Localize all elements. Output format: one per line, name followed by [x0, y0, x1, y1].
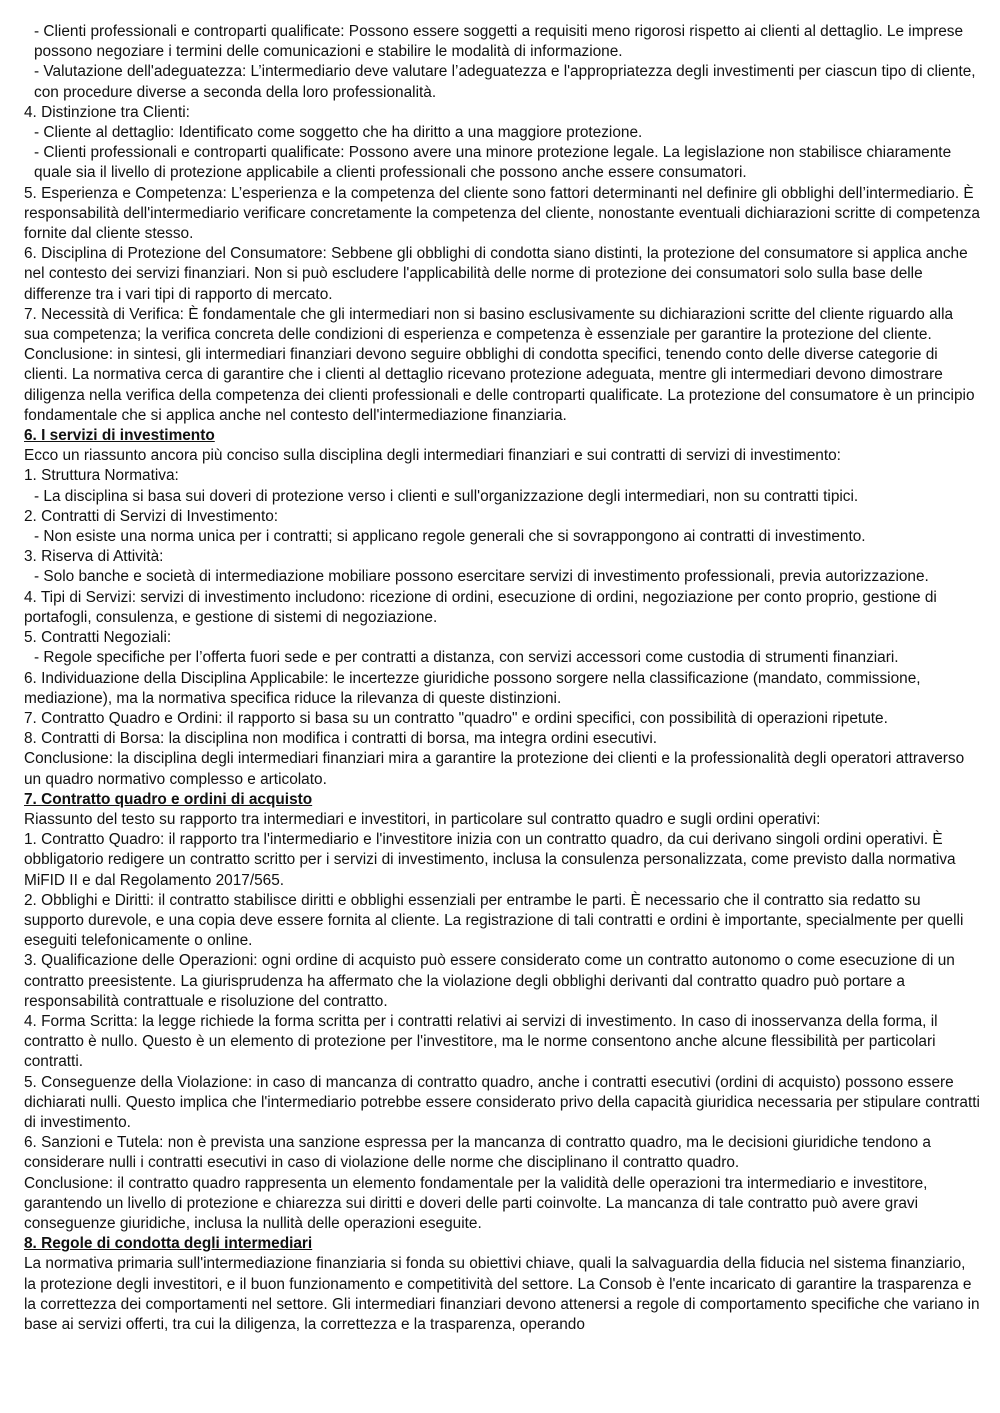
paragraph: 7. Necessità di Verifica: È fondamentale che gli intermediari non si basino esclusivamente su dichiarazioni scritte del cliente riguardo alla sua competenza; la verifica concreta delle condizioni di esperienza e competenza è essenziale per garantire la protezione del cliente. — [24, 305, 954, 344]
paragraph: 7. Contratto Quadro e Ordini: il rapporto si basa su un contratto "quadro" e ordini specifici, con possibilità di operazioni ripetute. — [24, 709, 888, 727]
paragraph: 4. Distinzione tra Clienti: — [24, 103, 190, 121]
paragraph: 4. Tipi di Servizi: servizi di investimento includono: ricezione di ordini, esecuzione di ordini, negoziazione per conto proprio, gestione di portafogli, consulenza, e gestione di sistemi di negoziazione. — [24, 588, 937, 626]
paragraph: 8. Contratti di Borsa: la disciplina non modifica i contratti di borsa, ma integra ordini esecutivi. — [24, 730, 658, 748]
section-heading: 8. Regole di condotta degli intermediari — [24, 1235, 313, 1253]
bullet-paragraph: - Valutazione dell'adeguatezza: L’intermediario deve valutare l’adeguatezza e l'appropriatezza degli investimenti per ciascun tipo di cliente, con procedure diverse a seconda della loro professionalità. — [34, 63, 976, 101]
paragraph: 3. Qualificazione delle Operazioni: ogni ordine di acquisto può essere considerato come un contratto autonomo o come esecuzione di un contratto preesistente. La giurisprudenza ha affermato che la violazione degli obblighi derivanti dal contratto quadro può portare a responsabilità contrattuale e risoluzione del contratto. — [24, 952, 955, 1010]
paragraph: 2. Contratti di Servizi di Investimento: — [24, 507, 279, 525]
paragraph: 3. Riserva di Attività: — [24, 548, 164, 566]
section-heading: 7. Contratto quadro e ordini di acquisto — [24, 790, 313, 808]
bullet-paragraph: - Clienti professionali e controparti qualificate: Possono essere soggetti a requisiti meno rigorosi rispetto ai clienti al dettaglio. Le imprese possono negoziare i termini delle comunicazioni e stabilire le modalità di informazione. — [34, 23, 964, 61]
bullet-paragraph: - Non esiste una norma unica per i contratti; si applicano regole generali che si sovrappongono ai contratti di investimento. — [34, 528, 866, 546]
section-heading: 6. I servizi di investimento — [24, 427, 215, 445]
paragraph: 5. Contratti Negoziali: — [24, 629, 172, 647]
paragraph: 1. Contratto Quadro: il rapporto tra l'intermediario e l'investitore inizia con un contratto quadro, da cui derivano singoli ordini operativi. È obbligatorio redigere un contratto scritto per i servizi di investimento, inclusa la consulenza personalizzata, come previsto dalla normativa MiFID II e dal Regolamento 2017/565. — [24, 831, 956, 889]
paragraph: 1. Struttura Normativa: — [24, 467, 179, 485]
bullet-paragraph: - Regole specifiche per l’offerta fuori sede e per contratti a distanza, con servizi accessori come custodia di strumenti finanziari. — [34, 649, 899, 667]
paragraph: 5. Conseguenze della Violazione: in caso di mancanza di contratto quadro, anche i contratti esecutivi (ordini di acquisto) possono essere dichiarati nulli. Questo implica che l'intermediario potrebbe essere considerato privo della capacità giuridica necessaria per stipulare contratti di investimento. — [24, 1073, 980, 1131]
paragraph: 6. Individuazione della Disciplina Applicabile: le incertezze giuridiche possono sorgere nella classificazione (mandato, commissione, mediazione), ma la normativa specifica riduce la rilevanza di queste distinzioni. — [24, 669, 921, 707]
paragraph: 6. Sanzioni e Tutela: non è prevista una sanzione espressa per la mancanza di contratto quadro, ma le decisioni giuridiche tendono a considerare nulli i contratti esecutivi in caso di violazione delle norme che disciplinano il contratto quadro. — [24, 1134, 931, 1172]
paragraph: Riassunto del testo su rapporto tra intermediari e investitori, in particolare sul contratto quadro e sugli ordini operativi: — [24, 810, 821, 828]
paragraph: Conclusione: il contratto quadro rappresenta un elemento fondamentale per la validità delle operazioni tra intermediario e investitore, garantendo un livello di protezione e chiarezza sui diritti e doveri delle parti coinvolte. La mancanza di tale contratto può avere gravi conseguenze giuridiche, inclusa la nullità delle operazioni eseguite. — [24, 1174, 928, 1232]
paragraph: Conclusione: in sintesi, gli intermediari finanziari devono seguire obblighi di condotta specifici, tenendo conto delle diverse categorie di clienti. La normativa cerca di garantire che i clienti al dettaglio ricevano protezione adeguata, mentre gli intermediari devono dimostrare diligenza nella verifica della competenza dei clienti professionali e delle controparti qualificate. La protezione del consumatore è un principio fondamentale che si applica anche nel contesto dell'intermediazione finanziaria. — [24, 346, 975, 424]
paragraph: 6. Disciplina di Protezione del Consumatore: Sebbene gli obblighi di condotta siano distinti, la protezione del consumatore si applica anche nel contesto dei servizi finanziari. Non si può escludere l'applicabilità delle norme di protezione dei consumatori solo sulla base delle differenze tra i vari tipi di rapporto di mercato. — [24, 245, 968, 303]
paragraph: Ecco un riassunto ancora più conciso sulla disciplina degli intermediari finanziari e sui contratti di servizi di investimento: — [24, 447, 841, 465]
paragraph: La normativa primaria sull'intermediazione finanziaria si fonda su obiettivi chiave, quali la salvaguardia della fiducia nel sistema finanziario, la protezione degli investitori, e il buon funzionamento e competitività del settore. La Consob è l'ente incaricato di garantire la trasparenza e la correttezza dei comportamenti nel settore. Gli intermediari finanziari devono attenersi a regole di comportamento specifiche che variano in base ai servizi offerti, tra cui la diligenza, la correttezza e la trasparenza, operando — [24, 1255, 980, 1333]
bullet-paragraph: - Clienti professionali e controparti qualificate: Possono avere una minore protezione legale. La legislazione non stabilisce chiaramente quale sia il livello di protezione applicabile a clienti professionali che possono anche essere consumatori. — [34, 144, 952, 182]
bullet-paragraph: - Cliente al dettaglio: Identificato come soggetto che ha diritto a una maggiore protezione. — [34, 124, 643, 142]
paragraph: 2. Obblighi e Diritti: il contratto stabilisce diritti e obblighi essenziali per entrambe le parti. È necessario che il contratto sia redatto su supporto durevole, e una copia deve essere fornita al cliente. La registrazione di tali contratti e ordini è importante, specialmente per quelli eseguiti telefonicamente o online. — [24, 891, 964, 950]
paragraph: 4. Forma Scritta: la legge richiede la forma scritta per i contratti relativi ai servizi di investimento. In caso di inosservanza della forma, il contratto è nullo. Questo è un elemento di protezione per l'investitore, ma le norme consentono anche alcune flessibilità per particolari contratti. — [24, 1012, 938, 1071]
bullet-paragraph: - La disciplina si basa sui doveri di protezione verso i clienti e sull'organizzazione degli intermediari, non su contratti tipici. — [34, 487, 859, 505]
bullet-paragraph: - Solo banche e società di intermediazione mobiliare possono esercitare servizi di investimento professionali, previa autorizzazione. — [34, 568, 929, 586]
paragraph: Conclusione: la disciplina degli intermediari finanziari mira a garantire la protezione dei clienti e la professionalità degli operatori attraverso un quadro normativo complesso e articolato. — [24, 750, 965, 788]
paragraph: 5. Esperienza e Competenza: L’esperienza e la competenza del cliente sono fattori determinanti nel definire gli obblighi dell’intermediario. È responsabilità dell'intermediario verificare concretamente la competenza del cliente, nonostante eventuali dichiarazioni scritte di competenza fornite dal cliente stesso. — [24, 184, 980, 243]
